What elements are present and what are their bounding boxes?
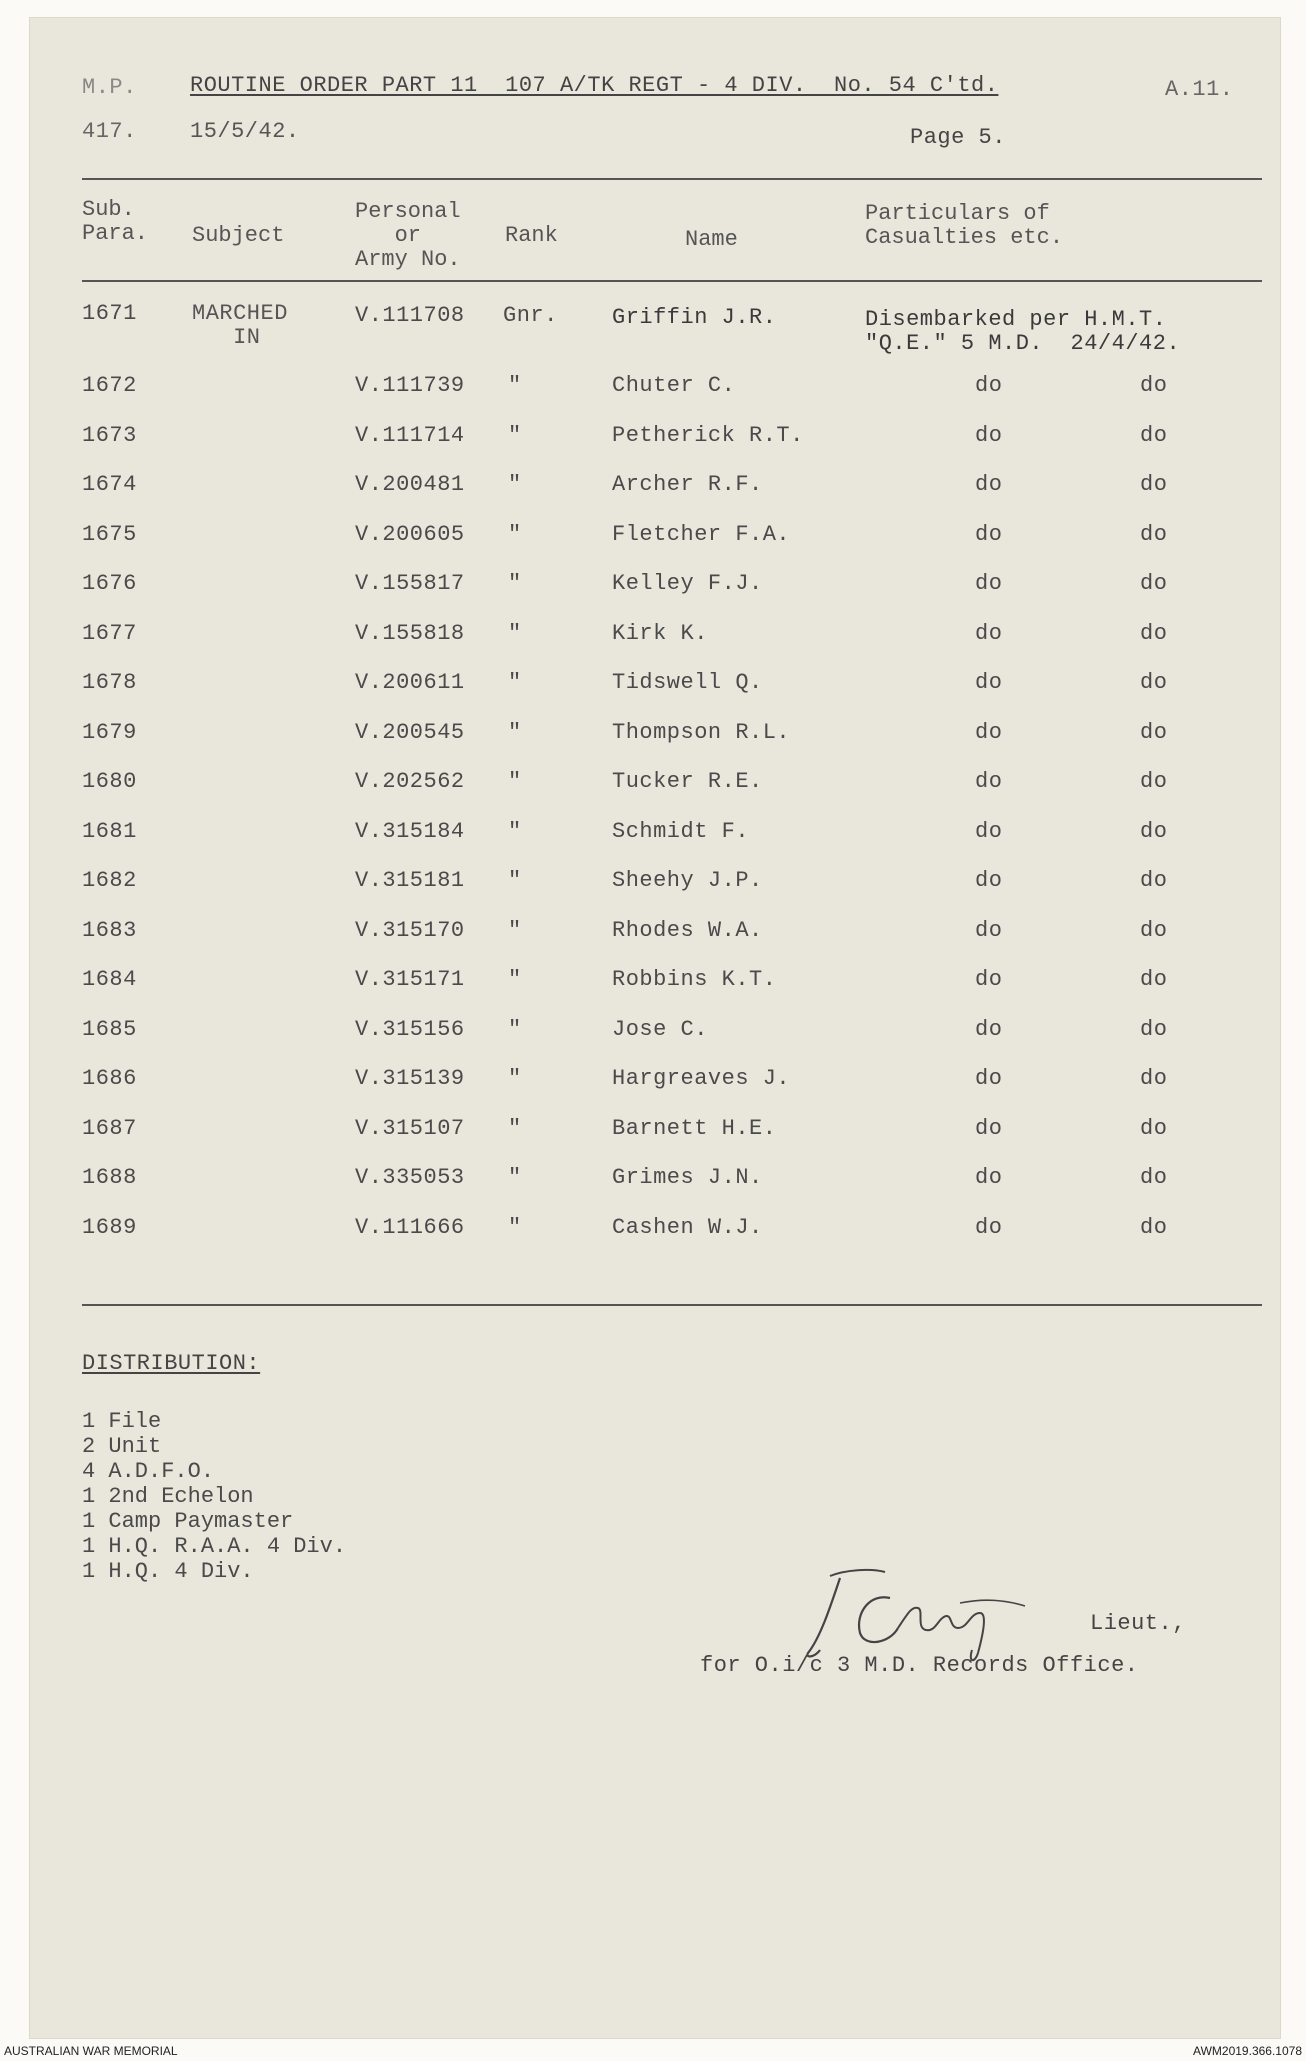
table-row — [30, 968, 1280, 1008]
distribution-item: 2 Unit — [82, 1434, 162, 1459]
row-army-no: V.200481 — [355, 472, 465, 497]
row-para: 1678 — [82, 670, 137, 695]
row-name: Rhodes W.A. — [612, 917, 763, 943]
table-row — [30, 1067, 1280, 1107]
row-rank: " — [508, 422, 522, 448]
table-row — [30, 721, 1280, 761]
table-row — [30, 1216, 1280, 1256]
row-particulars-do-2: do — [1140, 917, 1168, 943]
row-army-no: V.315171 — [355, 967, 465, 992]
row-particulars-do-2: do — [1140, 868, 1168, 893]
row-particulars-do: do — [975, 521, 1003, 547]
row-para: 1684 — [82, 967, 137, 992]
row-particulars-do-2: do — [1140, 472, 1168, 497]
row-particulars-do: do — [975, 719, 1003, 745]
row-particulars-do: do — [975, 1115, 1003, 1141]
row-rank: " — [508, 1214, 522, 1240]
row-particulars-do-2: do — [1140, 719, 1168, 745]
header-code-417: 417. — [82, 119, 137, 144]
row-army-no: V.315156 — [355, 1016, 465, 1042]
row-name: Archer R.F. — [612, 472, 763, 497]
row-para: 1676 — [82, 571, 137, 596]
row-particulars-do-2: do — [1140, 620, 1168, 646]
row-rank: " — [508, 967, 522, 992]
col-name-heading: Name — [685, 227, 738, 252]
row-particulars-do-2: do — [1140, 1066, 1168, 1091]
table-row — [30, 869, 1280, 909]
row-particulars-do-2: do — [1140, 521, 1168, 547]
row-particulars-do: do — [975, 769, 1003, 794]
row-para: 1687 — [82, 1115, 137, 1141]
row-rank: " — [508, 818, 522, 844]
row-rank: " — [508, 917, 522, 943]
row-para: 1681 — [82, 818, 137, 844]
table-row — [30, 424, 1280, 464]
row-particulars-do-2: do — [1140, 373, 1168, 398]
table-row — [30, 572, 1280, 612]
table-row — [30, 1117, 1280, 1157]
row-army-no: V.315181 — [355, 868, 465, 893]
row-particulars-do: do — [975, 868, 1003, 893]
row-army-no: V.111708 — [355, 303, 465, 328]
col-particulars-heading: Particulars of Casualties etc. — [865, 201, 1064, 250]
row-particulars-do-2: do — [1140, 1115, 1168, 1141]
row-para: 1683 — [82, 917, 137, 943]
row-particulars-do: do — [975, 967, 1003, 992]
table-row — [30, 671, 1280, 711]
row-name: Griffin J.R. — [612, 305, 777, 330]
row-particulars-2: "Q.E." 5 M.D. 24/4/42. — [865, 331, 1181, 356]
table-row — [30, 374, 1280, 414]
row-army-no: V.200545 — [355, 719, 465, 745]
row-name: Barnett H.E. — [612, 1115, 777, 1141]
row-name: Thompson R.L. — [612, 719, 791, 745]
row-para: 1672 — [82, 373, 137, 398]
col-subpara-heading: Sub. Para. — [82, 197, 149, 246]
row-rank: " — [508, 521, 522, 547]
row-particulars-do-2: do — [1140, 670, 1168, 695]
table-row — [30, 820, 1280, 860]
distribution-item: 1 2nd Echelon — [82, 1484, 254, 1509]
row-particulars-do-2: do — [1140, 818, 1168, 844]
row-rank: " — [508, 373, 522, 398]
row-name: Jose C. — [612, 1016, 708, 1042]
table-header-rule — [82, 280, 1262, 282]
row-army-no: V.111739 — [355, 373, 465, 398]
row-rank: " — [508, 620, 522, 646]
row-para: 1671 — [82, 301, 137, 326]
row-army-no: V.200605 — [355, 521, 465, 547]
footer-left: AUSTRALIAN WAR MEMORIAL — [4, 2044, 178, 2058]
row-particulars-do: do — [975, 818, 1003, 844]
row-name: Kelley F.J. — [612, 571, 763, 596]
table-row — [30, 919, 1280, 959]
row-rank: " — [508, 1115, 522, 1141]
row-rank: Gnr. — [503, 303, 558, 328]
row-particulars-do-2: do — [1140, 571, 1168, 596]
table-row — [30, 1166, 1280, 1206]
table-end-rule — [82, 1304, 1262, 1306]
document-page — [30, 18, 1280, 2038]
row-rank: " — [508, 472, 522, 497]
table-row — [30, 622, 1280, 662]
row-name: Sheehy J.P. — [612, 868, 763, 893]
row-para: 1685 — [82, 1016, 137, 1042]
row-particulars-do: do — [975, 620, 1003, 646]
footer-right: AWM2019.366.1078 — [1193, 2044, 1302, 2058]
row-rank: " — [508, 719, 522, 745]
row-name: Chuter C. — [612, 373, 736, 398]
row-army-no: V.200611 — [355, 670, 465, 695]
row-particulars-do-2: do — [1140, 1165, 1168, 1190]
header-rule — [82, 178, 1262, 180]
row-name: Cashen W.J. — [612, 1214, 763, 1240]
signature-office: for O.i/c 3 M.D. Records Office. — [700, 1653, 1139, 1678]
col-rank-heading: Rank — [505, 223, 558, 248]
row-rank: " — [508, 1066, 522, 1091]
row-particulars-do: do — [975, 1214, 1003, 1240]
row-army-no: V.111666 — [355, 1214, 465, 1240]
row-name: Hargreaves J. — [612, 1066, 791, 1091]
row-name: Grimes J.N. — [612, 1165, 763, 1190]
row-para: 1677 — [82, 620, 137, 646]
handwritten-signature — [800, 1558, 1040, 1668]
row-particulars-do: do — [975, 917, 1003, 943]
row-para: 1673 — [82, 422, 137, 448]
row-army-no: V.315184 — [355, 818, 465, 844]
row-rank: " — [508, 1016, 522, 1042]
row-rank: " — [508, 769, 522, 794]
row-particulars-do: do — [975, 670, 1003, 695]
col-army-no-heading: Personal or Army No. — [355, 199, 461, 272]
distribution-item: 1 H.Q. R.A.A. 4 Div. — [82, 1534, 347, 1559]
row-name: Robbins K.T. — [612, 967, 777, 992]
header-code-a11: A.11. — [1165, 77, 1234, 102]
row-army-no: V.202562 — [355, 769, 465, 794]
row-rank: " — [508, 1165, 522, 1190]
header-code-mp: M.P. — [82, 75, 137, 100]
table-row — [30, 1018, 1280, 1058]
row-particulars-1: Disembarked per H.M.T. — [865, 307, 1167, 332]
row-particulars-do: do — [975, 472, 1003, 497]
row-para: 1674 — [82, 472, 137, 497]
row-particulars-do: do — [975, 1016, 1003, 1042]
row-para: 1679 — [82, 719, 137, 745]
distribution-heading: DISTRIBUTION: — [82, 1351, 261, 1376]
row-particulars-do-2: do — [1140, 1016, 1168, 1042]
row-para: 1682 — [82, 868, 137, 893]
row-army-no: V.155818 — [355, 620, 465, 646]
row-para: 1686 — [82, 1066, 137, 1091]
distribution-item: 4 A.D.F.O. — [82, 1459, 215, 1484]
row-rank: " — [508, 868, 522, 893]
row-rank: " — [508, 670, 522, 695]
row-particulars-do-2: do — [1140, 1214, 1168, 1240]
row-para: 1688 — [82, 1165, 137, 1190]
col-subject-heading: Subject — [192, 223, 285, 248]
row-subject: MARCHED IN — [192, 301, 288, 350]
row-army-no: V.315139 — [355, 1066, 465, 1091]
row-particulars-do-2: do — [1140, 422, 1168, 448]
row-particulars-do: do — [975, 373, 1003, 398]
row-name: Petherick R.T. — [612, 422, 804, 448]
row-particulars-do: do — [975, 1066, 1003, 1091]
row-particulars-do: do — [975, 1165, 1003, 1190]
row-particulars-do: do — [975, 422, 1003, 448]
row-name: Tidswell Q. — [612, 670, 763, 695]
row-name: Fletcher F.A. — [612, 521, 791, 547]
row-para: 1680 — [82, 769, 137, 794]
table-row — [30, 473, 1280, 513]
distribution-item: 1 Camp Paymaster — [82, 1509, 294, 1534]
table-row — [30, 770, 1280, 810]
page-number: Page 5. — [910, 125, 1006, 150]
row-para: 1689 — [82, 1214, 137, 1240]
row-name: Tucker R.E. — [612, 769, 763, 794]
row-name: Kirk K. — [612, 620, 708, 646]
table-row — [30, 523, 1280, 563]
row-particulars-do: do — [975, 571, 1003, 596]
row-army-no: V.315107 — [355, 1115, 465, 1141]
row-name: Schmidt F. — [612, 818, 750, 844]
signature-rank: Lieut., — [1090, 1611, 1186, 1636]
row-army-no: V.335053 — [355, 1165, 465, 1190]
order-date: 15/5/42. — [190, 119, 300, 144]
row-para: 1675 — [82, 521, 137, 547]
row-rank: " — [508, 571, 522, 596]
order-title: ROUTINE ORDER PART 11 107 A/TK REGT - 4 DIV. No. 54 C'td. — [190, 73, 999, 98]
distribution-item: 1 File — [82, 1409, 162, 1434]
row-army-no: V.155817 — [355, 571, 465, 596]
distribution-item: 1 H.Q. 4 Div. — [82, 1559, 254, 1584]
row-army-no: V.315170 — [355, 917, 465, 943]
row-army-no: V.111714 — [355, 422, 465, 448]
row-particulars-do-2: do — [1140, 967, 1168, 992]
row-particulars-do-2: do — [1140, 769, 1168, 794]
